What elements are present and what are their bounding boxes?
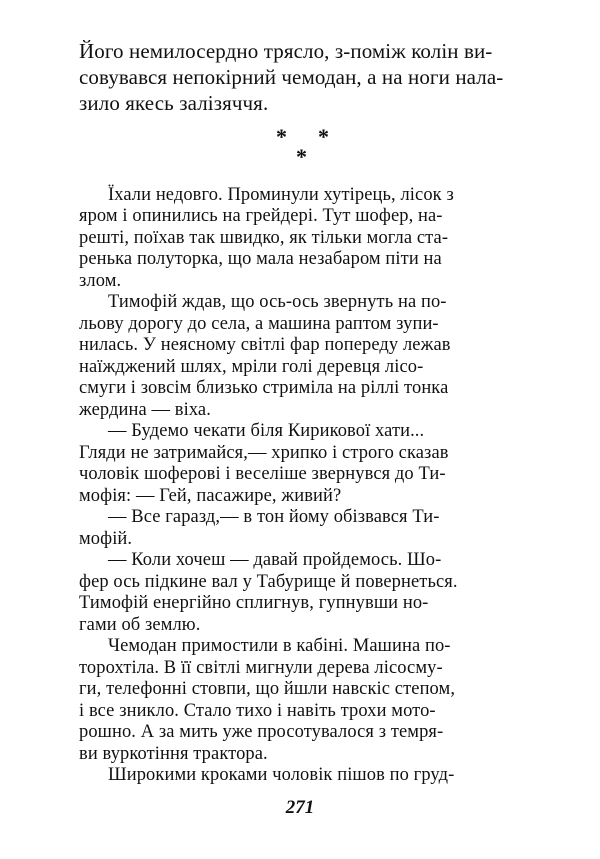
- text-line: нилась. У неясному світлі фар попереду лежав: [79, 334, 451, 355]
- separator-asterisk: *: [276, 124, 287, 149]
- text-line: Його немилосердно трясло, з-поміж колін ви-: [79, 39, 493, 63]
- text-line: Чемодан примостили в кабіні. Машина по-: [108, 635, 451, 656]
- text-line: — Будемо чекати біля Кирикової хати...: [108, 420, 425, 441]
- text-line: Тимофій енергійно сплигнув, гупнувши но-: [79, 592, 429, 613]
- separator-asterisk: *: [296, 144, 307, 169]
- text-line: ренька полуторка, що мала незабаром піти на: [79, 248, 442, 269]
- text-line: яром і опинились на грейдері. Тут шофер, на-: [79, 205, 443, 226]
- text-line: Їхали недовго. Проминули хутірець, лісок з: [108, 184, 454, 204]
- text-line: і все зникло. Стало тихо і навіть трохи мото-: [79, 699, 436, 720]
- text-line: льову дорогу до села, а машина раптом зупи-: [79, 312, 439, 333]
- text-line: Широкими кроками чоловік пішов по груд-: [108, 764, 455, 784]
- text-line: мофія: — Гей, пасажире, живий?: [79, 484, 342, 505]
- text-line: злом.: [79, 269, 122, 290]
- text-line: рошно. А за мить уже просотувалося з темря-: [79, 721, 444, 742]
- text-line: торохтіла. В її світлі мигнули дерева лісосму-: [79, 656, 443, 677]
- text-line: — Все гаразд,— в тон йому обізвався Ти-: [108, 506, 440, 527]
- text-line: чоловік шоферові і веселіше звернувся до Ти-: [79, 463, 446, 484]
- text-line: зило якесь залізяччя.: [79, 91, 269, 115]
- text-line: ви вуркотіння трактора.: [79, 742, 268, 763]
- text-line: фер ось підкине вал у Табурище й повернеться.: [79, 570, 458, 591]
- separator-asterisk: *: [318, 124, 329, 149]
- text-line: смуги і зовсім близько стриміла на ріллі тонка: [79, 377, 449, 398]
- page-number: 271: [285, 797, 315, 818]
- text-line: совувався непокірний чемодан, а на ноги нала-: [79, 65, 504, 89]
- text-line: Гляди не затримайся,— хрипко і строго сказав: [79, 441, 449, 462]
- text-line: ги, телефонні стовпи, що йшли навскіс степом,: [79, 678, 456, 699]
- text-line: решті, поїхав так швидко, як тільки могла ста-: [79, 226, 449, 247]
- text-line: наїжджений шлях, мріли голі деревця лісо-: [79, 355, 424, 376]
- text-line: мофій.: [79, 527, 133, 548]
- text-line: гами об землю.: [79, 613, 201, 634]
- text-line: жердина — віха.: [79, 398, 211, 419]
- text-line: — Коли хочеш — давай пройдемось. Шо-: [108, 549, 442, 570]
- text-line: Тимофій ждав, що ось-ось звернуть на по-: [108, 291, 447, 312]
